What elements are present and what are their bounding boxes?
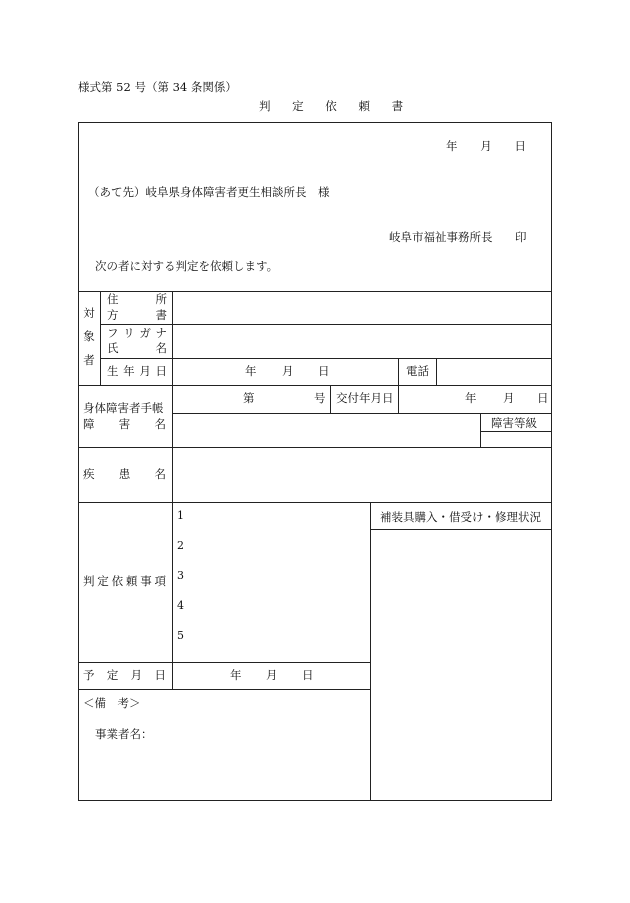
seal-mark: 印	[515, 230, 527, 244]
divider	[370, 529, 552, 530]
birth-label-char: 生	[107, 364, 119, 378]
address-label-char: 所	[155, 292, 167, 306]
schedule-year: 年	[230, 668, 242, 682]
handbook-no-suffix: 号	[314, 391, 326, 405]
schedule-label-char: 予	[83, 668, 95, 682]
divider	[398, 358, 399, 385]
address-label-2	[107, 310, 167, 322]
item-number-3: 3	[177, 569, 184, 582]
birth-label-char: 年	[123, 364, 135, 378]
subject-label-char: 象	[83, 329, 95, 344]
birth-label-char: 日	[155, 364, 167, 378]
disease-label-char: 名	[154, 467, 166, 481]
sender: 岐阜市福祉事務所長	[389, 230, 493, 244]
schedule-day: 日	[302, 668, 314, 682]
divider	[78, 502, 552, 503]
disability-label-char: 障	[83, 417, 95, 431]
divider	[330, 385, 331, 413]
divider	[172, 291, 173, 689]
item-number-1: 1	[177, 509, 184, 522]
address-label	[107, 294, 167, 306]
schedule-label	[83, 670, 166, 682]
item-number-2: 2	[177, 539, 184, 552]
phone-label: 電話	[406, 364, 429, 378]
request-text: 次の者に対する判定を依頼します。	[95, 259, 279, 273]
divider	[78, 447, 552, 448]
subject-group-label	[82, 308, 96, 366]
page-title: 判 定 依 頼 書	[259, 99, 413, 113]
divider	[100, 324, 552, 325]
birth-month: 月	[282, 364, 294, 378]
divider	[78, 689, 370, 690]
request-label-char: 項	[154, 574, 166, 588]
grade-label: 障害等級	[491, 416, 537, 430]
disease-label	[83, 469, 166, 481]
issue-date-label: 交付年月日	[336, 391, 394, 405]
request-label-char: 定	[97, 574, 109, 588]
birth-day: 日	[318, 364, 330, 378]
schedule-label-char: 月	[130, 668, 143, 682]
divider	[480, 413, 481, 447]
addressee: （あて先）岐阜県身体障害者更生相談所長 様	[88, 185, 330, 199]
address-label-char: 方	[107, 308, 119, 322]
business-name-label: 事業者名：	[95, 727, 153, 741]
disability-label-char: 害	[118, 417, 131, 431]
schedule-label-char: 日	[154, 668, 166, 682]
schedule-label-char: 定	[106, 668, 119, 682]
disease-label-char: 疾	[83, 467, 95, 481]
birth-label-char: 月	[139, 364, 151, 378]
disability-name-label	[83, 419, 166, 431]
handbook-label: 身体障害者手帳	[83, 401, 164, 415]
issue-month: 月	[503, 391, 515, 405]
furigana-label	[107, 328, 167, 340]
divider	[398, 385, 399, 413]
request-label-char: 頼	[125, 574, 138, 588]
item-number-5: 5	[177, 629, 184, 642]
furigana-char: ナ	[155, 326, 167, 340]
name-label	[107, 343, 167, 355]
name-label-char: 氏	[107, 341, 119, 355]
furigana-char: リ	[123, 326, 135, 340]
date-line	[446, 141, 526, 153]
furigana-char: フ	[107, 326, 119, 340]
disability-label-char: 名	[154, 417, 166, 431]
name-label-char: 名	[155, 341, 167, 355]
birth-year: 年	[245, 364, 257, 378]
date-month: 月	[480, 139, 492, 153]
divider	[370, 502, 371, 801]
divider	[78, 662, 370, 663]
form-frame	[78, 122, 552, 801]
date-year: 年	[446, 139, 458, 153]
request-items-label	[83, 576, 166, 588]
divider	[78, 385, 552, 386]
address-label-char: 書	[155, 308, 167, 322]
subject-label-char: 者	[83, 352, 95, 367]
request-label-char: 判	[83, 574, 95, 588]
item-number-4: 4	[177, 599, 184, 612]
birth-label	[107, 366, 167, 378]
divider	[480, 431, 552, 432]
issue-year: 年	[465, 391, 477, 405]
request-label-char: 依	[111, 574, 124, 588]
divider	[436, 358, 437, 385]
date-day: 日	[514, 139, 526, 153]
equipment-status-label: 補装具購入・借受け・修理状況	[380, 510, 541, 524]
disease-label-char: 患	[118, 467, 131, 481]
divider	[100, 291, 101, 385]
request-label-char: 事	[140, 574, 152, 588]
form-number: 様式第 52 号（第 34 条関係）	[78, 80, 237, 94]
divider	[172, 413, 552, 414]
divider	[78, 291, 552, 292]
divider	[100, 358, 552, 359]
remarks-label: ＜備 考＞	[83, 696, 141, 710]
furigana-char: ガ	[139, 326, 151, 340]
schedule-month: 月	[266, 668, 278, 682]
address-label-char: 住	[107, 292, 119, 306]
subject-label-char: 対	[83, 306, 95, 320]
issue-day: 日	[537, 391, 549, 405]
handbook-no-prefix: 第	[243, 391, 255, 405]
